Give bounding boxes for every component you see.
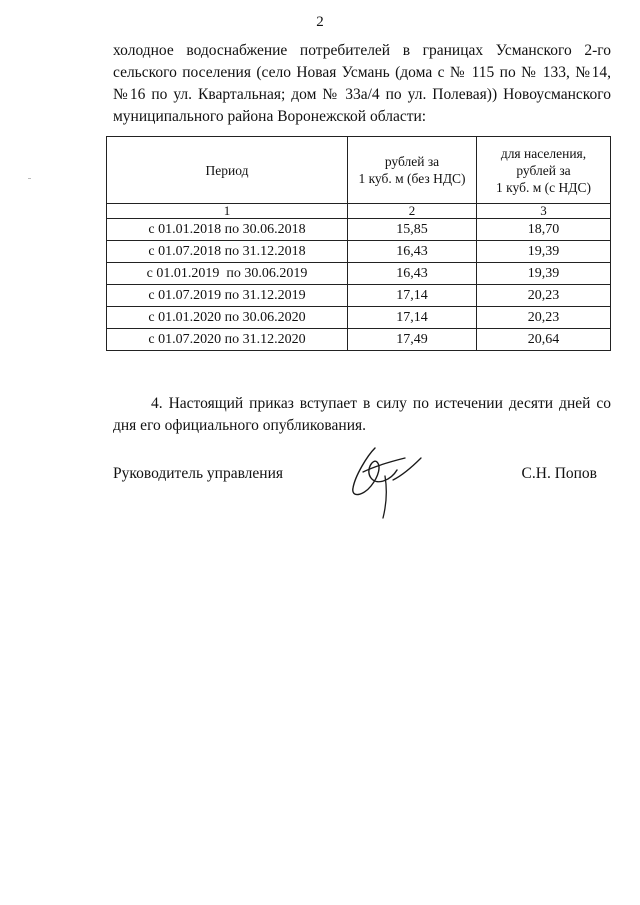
cell-with-vat: 18,70 [477,219,611,241]
table-row [107,285,611,307]
page-number: 2 [316,14,324,30]
cell-no-vat: 16,43 [348,263,477,285]
table-header-row [107,137,611,204]
cell-no-vat: 15,85 [348,219,477,241]
cell-no-vat: 16,43 [348,241,477,263]
handwritten-signature-icon [345,436,435,526]
cell-period: с 01.01.2018 по 30.06.2018 [107,219,348,241]
clause-paragraph: 4. Настоящий приказ вступает в силу по истечении десяти дней со дня его официального опубликования. [113,395,611,434]
margin-mark [28,178,31,179]
column-number-row [107,204,611,219]
table-row [107,241,611,263]
cell-with-vat: 20,64 [477,329,611,351]
signatory-name: С.Н. Попов [521,465,597,482]
cell-period: с 01.07.2018 по 31.12.2018 [107,241,348,263]
table-row [107,307,611,329]
column-number: 1 [107,204,348,219]
cell-period: с 01.07.2019 по 31.12.2019 [107,285,348,307]
tariff-table [106,136,611,351]
signature-glyph [345,436,435,526]
signatory-title: Руководитель управления [113,465,284,482]
table-row [107,219,611,241]
column-number: 3 [477,204,611,219]
cell-period: с 01.07.2020 по 31.12.2020 [107,329,348,351]
cell-no-vat: 17,14 [348,307,477,329]
cell-period: с 01.01.2019 по 30.06.2019 [107,263,348,285]
table-row [107,329,611,351]
cell-with-vat: 20,23 [477,285,611,307]
cell-with-vat: 19,39 [477,241,611,263]
header-period: Период [107,137,348,204]
header-no-vat: рублей за 1 куб. м (без НДС) [348,137,477,204]
cell-no-vat: 17,14 [348,285,477,307]
table-row [107,263,611,285]
cell-with-vat: 20,23 [477,307,611,329]
intro-paragraph: холодное водоснабжение потребителей в границах Усманского 2-го сельского поселения (село Новая Усмань (дома с № 115 по № 133, №14, №16 по ул. Квартальная; дом № 33а/4 по ул. Полевая)) Новоусманского муниципального района Воронежской области: [113,42,611,125]
cell-period: с 01.01.2020 по 30.06.2020 [107,307,348,329]
cell-with-vat: 19,39 [477,263,611,285]
header-with-vat: для населения, рублей за 1 куб. м (с НДС) [477,137,611,204]
cell-no-vat: 17,49 [348,329,477,351]
column-number: 2 [348,204,477,219]
